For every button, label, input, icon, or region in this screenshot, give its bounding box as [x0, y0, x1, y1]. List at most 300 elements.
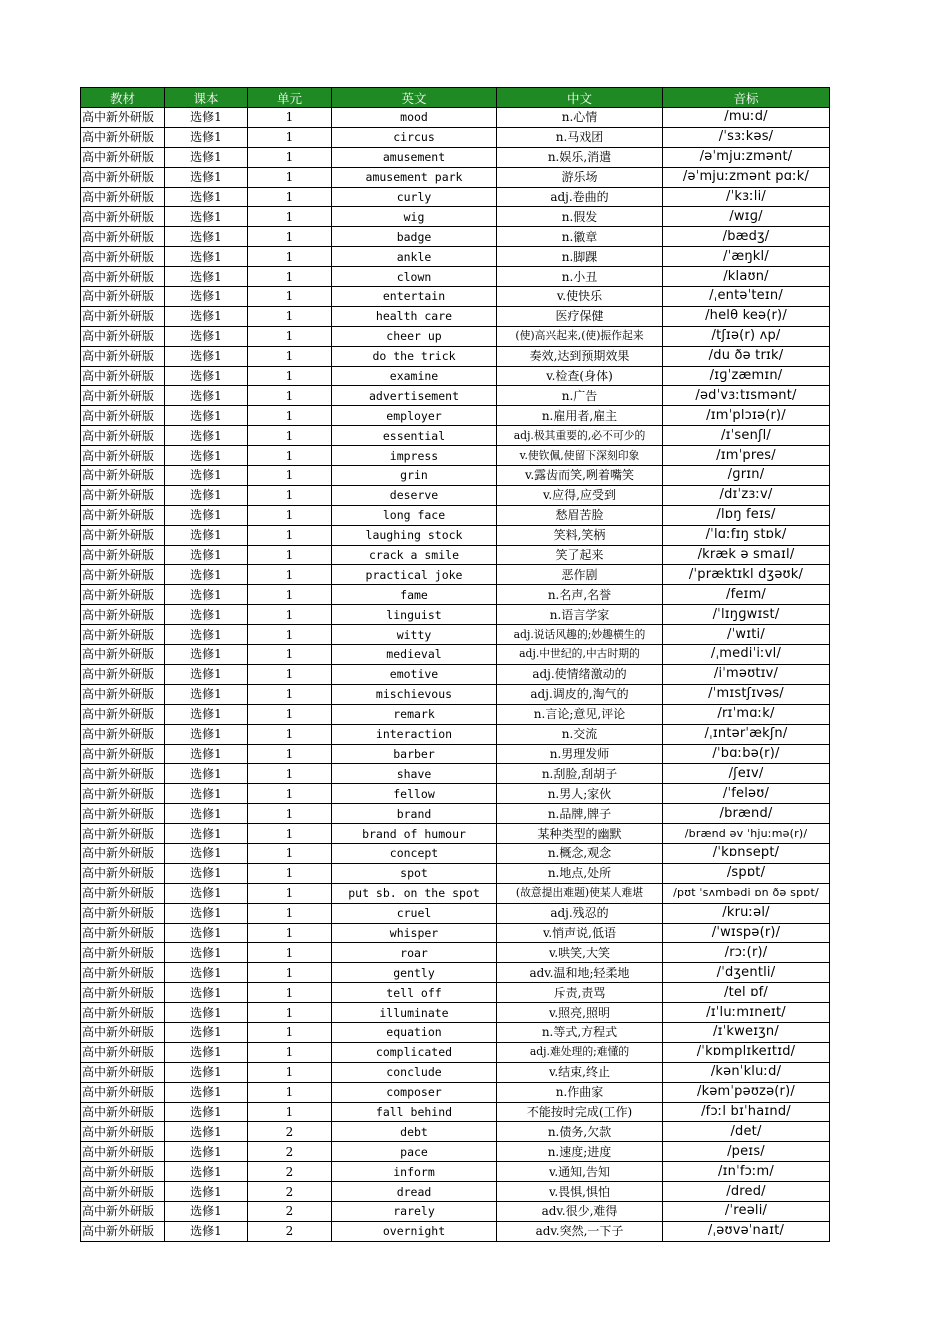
- cell-unit[interactable]: 2: [248, 1142, 332, 1162]
- cell-unit[interactable]: 1: [248, 664, 332, 684]
- cell-book[interactable]: 选修1: [165, 605, 248, 625]
- cell-phonetic[interactable]: /ˈlɪŋɡwɪst/: [663, 605, 830, 625]
- cell-book[interactable]: 选修1: [165, 446, 248, 466]
- cell-book[interactable]: 选修1: [165, 1022, 248, 1042]
- cell-english[interactable]: overnight: [332, 1221, 497, 1241]
- cell-book[interactable]: 选修1: [165, 485, 248, 505]
- cell-english[interactable]: complicated: [332, 1042, 497, 1062]
- cell-chinese[interactable]: n.雇用者,雇主: [497, 406, 663, 426]
- cell-unit[interactable]: 1: [248, 923, 332, 943]
- cell-book[interactable]: 选修1: [165, 1221, 248, 1241]
- cell-chinese[interactable]: adj.调皮的,淘气的: [497, 684, 663, 704]
- cell-phonetic[interactable]: /ədˈvɜːtɪsmənt/: [663, 386, 830, 406]
- cell-unit[interactable]: 1: [248, 843, 332, 863]
- cell-book[interactable]: 选修1: [165, 1201, 248, 1221]
- cell-english[interactable]: rarely: [332, 1201, 497, 1221]
- cell-book[interactable]: 选修1: [165, 843, 248, 863]
- cell-textbook[interactable]: 高中新外研版: [81, 1082, 165, 1102]
- cell-chinese[interactable]: 笑了起来: [497, 545, 663, 565]
- cell-english[interactable]: circus: [332, 127, 497, 147]
- cell-unit[interactable]: 1: [248, 326, 332, 346]
- cell-chinese[interactable]: 愁眉苦脸: [497, 505, 663, 525]
- cell-phonetic[interactable]: /ˈkɒnsept/: [663, 843, 830, 863]
- cell-phonetic[interactable]: /tʃɪə(r) ʌp/: [663, 326, 830, 346]
- cell-textbook[interactable]: 高中新外研版: [81, 545, 165, 565]
- cell-phonetic[interactable]: /bædʒ/: [663, 227, 830, 247]
- cell-unit[interactable]: 1: [248, 545, 332, 565]
- cell-unit[interactable]: 1: [248, 306, 332, 326]
- cell-phonetic[interactable]: /ˈkɒmplɪkeɪtɪd/: [663, 1042, 830, 1062]
- cell-chinese[interactable]: v.露齿而笑,咧着嘴笑: [497, 466, 663, 486]
- cell-unit[interactable]: 1: [248, 605, 332, 625]
- cell-chinese[interactable]: adj.使情绪激动的: [497, 664, 663, 684]
- cell-chinese[interactable]: 斥责,责骂: [497, 983, 663, 1003]
- cell-unit[interactable]: 1: [248, 724, 332, 744]
- cell-english[interactable]: debt: [332, 1122, 497, 1142]
- cell-english[interactable]: mood: [332, 108, 497, 128]
- cell-english[interactable]: conclude: [332, 1062, 497, 1082]
- cell-textbook[interactable]: 高中新外研版: [81, 1162, 165, 1182]
- cell-phonetic[interactable]: /kræk ə smaɪl/: [663, 545, 830, 565]
- cell-unit[interactable]: 1: [248, 1062, 332, 1082]
- cell-textbook[interactable]: 高中新外研版: [81, 1201, 165, 1221]
- cell-phonetic[interactable]: /spɒt/: [663, 863, 830, 883]
- cell-book[interactable]: 选修1: [165, 127, 248, 147]
- cell-chinese[interactable]: n.地点,处所: [497, 863, 663, 883]
- cell-unit[interactable]: 1: [248, 1003, 332, 1023]
- cell-chinese[interactable]: v.结束,终止: [497, 1062, 663, 1082]
- cell-unit[interactable]: 1: [248, 446, 332, 466]
- cell-book[interactable]: 选修1: [165, 943, 248, 963]
- cell-chinese[interactable]: 不能按时完成(工作): [497, 1102, 663, 1122]
- cell-english[interactable]: do the trick: [332, 346, 497, 366]
- cell-unit[interactable]: 1: [248, 187, 332, 207]
- cell-unit[interactable]: 1: [248, 784, 332, 804]
- cell-book[interactable]: 选修1: [165, 1042, 248, 1062]
- cell-chinese[interactable]: n.速度;进度: [497, 1142, 663, 1162]
- cell-phonetic[interactable]: /ɪmˈpres/: [663, 446, 830, 466]
- cell-unit[interactable]: 1: [248, 287, 332, 307]
- cell-textbook[interactable]: 高中新外研版: [81, 207, 165, 227]
- cell-english[interactable]: examine: [332, 366, 497, 386]
- cell-unit[interactable]: 1: [248, 525, 332, 545]
- cell-phonetic[interactable]: /əˈmjuːzmənt pɑːk/: [663, 167, 830, 187]
- cell-phonetic[interactable]: /ˌmediˈiːvl/: [663, 645, 830, 665]
- cell-textbook[interactable]: 高中新外研版: [81, 1122, 165, 1142]
- cell-unit[interactable]: 1: [248, 108, 332, 128]
- cell-book[interactable]: 选修1: [165, 505, 248, 525]
- header-phonetic[interactable]: 音标: [663, 88, 830, 108]
- cell-phonetic[interactable]: /kəmˈpəʊzə(r)/: [663, 1082, 830, 1102]
- cell-textbook[interactable]: 高中新外研版: [81, 326, 165, 346]
- cell-book[interactable]: 选修1: [165, 744, 248, 764]
- cell-unit[interactable]: 1: [248, 863, 332, 883]
- cell-book[interactable]: 选修1: [165, 326, 248, 346]
- cell-chinese[interactable]: adj.卷曲的: [497, 187, 663, 207]
- cell-phonetic[interactable]: /kənˈkluːd/: [663, 1062, 830, 1082]
- cell-textbook[interactable]: 高中新外研版: [81, 446, 165, 466]
- cell-book[interactable]: 选修1: [165, 366, 248, 386]
- cell-textbook[interactable]: 高中新外研版: [81, 605, 165, 625]
- cell-book[interactable]: 选修1: [165, 804, 248, 824]
- cell-unit[interactable]: 1: [248, 127, 332, 147]
- cell-phonetic[interactable]: /helθ keə(r)/: [663, 306, 830, 326]
- cell-english[interactable]: barber: [332, 744, 497, 764]
- cell-book[interactable]: 选修1: [165, 1182, 248, 1202]
- cell-phonetic[interactable]: /ɪˈkweɪʒn/: [663, 1022, 830, 1042]
- header-book[interactable]: 课本: [165, 88, 248, 108]
- cell-english[interactable]: long face: [332, 505, 497, 525]
- cell-chinese[interactable]: n.品牌,牌子: [497, 804, 663, 824]
- cell-english[interactable]: whisper: [332, 923, 497, 943]
- cell-unit[interactable]: 2: [248, 1162, 332, 1182]
- cell-chinese[interactable]: adv.温和地;轻柔地: [497, 963, 663, 983]
- cell-english[interactable]: entertain: [332, 287, 497, 307]
- header-textbook[interactable]: 教材: [81, 88, 165, 108]
- cell-book[interactable]: 选修1: [165, 1122, 248, 1142]
- cell-unit[interactable]: 1: [248, 684, 332, 704]
- cell-english[interactable]: amusement park: [332, 167, 497, 187]
- cell-book[interactable]: 选修1: [165, 784, 248, 804]
- cell-english[interactable]: inform: [332, 1162, 497, 1182]
- cell-phonetic[interactable]: /feɪm/: [663, 585, 830, 605]
- cell-chinese[interactable]: adj.极其重要的,必不可少的: [497, 426, 663, 446]
- cell-chinese[interactable]: v.悄声说,低语: [497, 923, 663, 943]
- cell-book[interactable]: 选修1: [165, 1142, 248, 1162]
- cell-book[interactable]: 选修1: [165, 903, 248, 923]
- cell-chinese[interactable]: n.小丑: [497, 267, 663, 287]
- cell-english[interactable]: grin: [332, 466, 497, 486]
- cell-english[interactable]: amusement: [332, 147, 497, 167]
- cell-phonetic[interactable]: /ˈwɪti/: [663, 625, 830, 645]
- cell-chinese[interactable]: n.交流: [497, 724, 663, 744]
- cell-unit[interactable]: 1: [248, 824, 332, 844]
- cell-book[interactable]: 选修1: [165, 1062, 248, 1082]
- cell-unit[interactable]: 1: [248, 346, 332, 366]
- cell-phonetic[interactable]: /ˈlɑːfɪŋ stɒk/: [663, 525, 830, 545]
- cell-book[interactable]: 选修1: [165, 466, 248, 486]
- cell-unit[interactable]: 1: [248, 505, 332, 525]
- cell-english[interactable]: advertisement: [332, 386, 497, 406]
- cell-textbook[interactable]: 高中新外研版: [81, 1221, 165, 1241]
- cell-english[interactable]: spot: [332, 863, 497, 883]
- cell-chinese[interactable]: n.心情: [497, 108, 663, 128]
- cell-english[interactable]: brand: [332, 804, 497, 824]
- cell-unit[interactable]: 1: [248, 1082, 332, 1102]
- cell-phonetic[interactable]: /ʃeɪv/: [663, 764, 830, 784]
- cell-textbook[interactable]: 高中新外研版: [81, 883, 165, 903]
- cell-english[interactable]: put sb. on the spot: [332, 883, 497, 903]
- cell-book[interactable]: 选修1: [165, 645, 248, 665]
- cell-english[interactable]: roar: [332, 943, 497, 963]
- cell-unit[interactable]: 1: [248, 943, 332, 963]
- cell-unit[interactable]: 1: [248, 1042, 332, 1062]
- cell-textbook[interactable]: 高中新外研版: [81, 426, 165, 446]
- cell-phonetic[interactable]: /du ðə trɪk/: [663, 346, 830, 366]
- cell-english[interactable]: curly: [332, 187, 497, 207]
- cell-chinese[interactable]: adj.说话风趣的;妙趣横生的: [497, 625, 663, 645]
- cell-unit[interactable]: 1: [248, 764, 332, 784]
- cell-phonetic[interactable]: /ˌəʊvəˈnaɪt/: [663, 1221, 830, 1241]
- cell-book[interactable]: 选修1: [165, 406, 248, 426]
- cell-english[interactable]: cheer up: [332, 326, 497, 346]
- cell-english[interactable]: laughing stock: [332, 525, 497, 545]
- cell-chinese[interactable]: n.等式,方程式: [497, 1022, 663, 1042]
- cell-book[interactable]: 选修1: [165, 585, 248, 605]
- cell-textbook[interactable]: 高中新外研版: [81, 983, 165, 1003]
- cell-english[interactable]: dread: [332, 1182, 497, 1202]
- cell-english[interactable]: essential: [332, 426, 497, 446]
- cell-chinese[interactable]: adj.中世纪的,中古时期的: [497, 645, 663, 665]
- cell-english[interactable]: gently: [332, 963, 497, 983]
- cell-phonetic[interactable]: /dɪˈzɜːv/: [663, 485, 830, 505]
- cell-textbook[interactable]: 高中新外研版: [81, 963, 165, 983]
- cell-unit[interactable]: 1: [248, 744, 332, 764]
- cell-textbook[interactable]: 高中新外研版: [81, 466, 165, 486]
- cell-phonetic[interactable]: /ɪnˈfɔːm/: [663, 1162, 830, 1182]
- cell-phonetic[interactable]: /pʊt ˈsʌmbədi ɒn ðə spɒt/: [663, 883, 830, 903]
- cell-english[interactable]: employer: [332, 406, 497, 426]
- cell-phonetic[interactable]: /lɒŋ feɪs/: [663, 505, 830, 525]
- cell-english[interactable]: equation: [332, 1022, 497, 1042]
- cell-english[interactable]: witty: [332, 625, 497, 645]
- cell-textbook[interactable]: 高中新外研版: [81, 764, 165, 784]
- cell-textbook[interactable]: 高中新外研版: [81, 784, 165, 804]
- cell-unit[interactable]: 1: [248, 903, 332, 923]
- cell-phonetic[interactable]: /rɪˈmɑːk/: [663, 704, 830, 724]
- cell-book[interactable]: 选修1: [165, 108, 248, 128]
- cell-english[interactable]: concept: [332, 843, 497, 863]
- cell-phonetic[interactable]: /ˈbɑːbə(r)/: [663, 744, 830, 764]
- cell-phonetic[interactable]: /ˈreəli/: [663, 1201, 830, 1221]
- cell-phonetic[interactable]: /peɪs/: [663, 1142, 830, 1162]
- cell-textbook[interactable]: 高中新外研版: [81, 1042, 165, 1062]
- cell-chinese[interactable]: adj.难处理的;难懂的: [497, 1042, 663, 1062]
- cell-chinese[interactable]: n.徽章: [497, 227, 663, 247]
- cell-phonetic[interactable]: /ˈsɜːkəs/: [663, 127, 830, 147]
- cell-book[interactable]: 选修1: [165, 247, 248, 267]
- cell-chinese[interactable]: n.男理发师: [497, 744, 663, 764]
- cell-english[interactable]: pace: [332, 1142, 497, 1162]
- cell-phonetic[interactable]: /rɔː(r)/: [663, 943, 830, 963]
- cell-textbook[interactable]: 高中新外研版: [81, 147, 165, 167]
- cell-textbook[interactable]: 高中新外研版: [81, 824, 165, 844]
- cell-phonetic[interactable]: /ɪmˈplɔɪə(r)/: [663, 406, 830, 426]
- cell-phonetic[interactable]: /iˈməʊtɪv/: [663, 664, 830, 684]
- cell-unit[interactable]: 1: [248, 247, 332, 267]
- cell-english[interactable]: wig: [332, 207, 497, 227]
- cell-phonetic[interactable]: /det/: [663, 1122, 830, 1142]
- cell-unit[interactable]: 1: [248, 585, 332, 605]
- cell-book[interactable]: 选修1: [165, 983, 248, 1003]
- cell-textbook[interactable]: 高中新外研版: [81, 744, 165, 764]
- cell-unit[interactable]: 1: [248, 983, 332, 1003]
- cell-phonetic[interactable]: /ˈdʒentli/: [663, 963, 830, 983]
- cell-book[interactable]: 选修1: [165, 883, 248, 903]
- cell-textbook[interactable]: 高中新外研版: [81, 127, 165, 147]
- cell-phonetic[interactable]: /wɪɡ/: [663, 207, 830, 227]
- cell-unit[interactable]: 2: [248, 1182, 332, 1202]
- cell-unit[interactable]: 1: [248, 1022, 332, 1042]
- cell-english[interactable]: linguist: [332, 605, 497, 625]
- cell-book[interactable]: 选修1: [165, 386, 248, 406]
- cell-chinese[interactable]: v.使快乐: [497, 287, 663, 307]
- cell-phonetic[interactable]: /ˌentəˈteɪn/: [663, 287, 830, 307]
- cell-book[interactable]: 选修1: [165, 147, 248, 167]
- cell-chinese[interactable]: v.哄笑,大笑: [497, 943, 663, 963]
- cell-book[interactable]: 选修1: [165, 1003, 248, 1023]
- cell-book[interactable]: 选修1: [165, 426, 248, 446]
- cell-textbook[interactable]: 高中新外研版: [81, 346, 165, 366]
- cell-textbook[interactable]: 高中新外研版: [81, 724, 165, 744]
- cell-textbook[interactable]: 高中新外研版: [81, 505, 165, 525]
- cell-english[interactable]: clown: [332, 267, 497, 287]
- cell-chinese[interactable]: 某种类型的幽默: [497, 824, 663, 844]
- cell-textbook[interactable]: 高中新外研版: [81, 406, 165, 426]
- cell-textbook[interactable]: 高中新外研版: [81, 843, 165, 863]
- cell-textbook[interactable]: 高中新外研版: [81, 704, 165, 724]
- cell-textbook[interactable]: 高中新外研版: [81, 306, 165, 326]
- cell-english[interactable]: emotive: [332, 664, 497, 684]
- cell-textbook[interactable]: 高中新外研版: [81, 267, 165, 287]
- cell-english[interactable]: fellow: [332, 784, 497, 804]
- cell-english[interactable]: composer: [332, 1082, 497, 1102]
- cell-english[interactable]: cruel: [332, 903, 497, 923]
- cell-chinese[interactable]: n.假发: [497, 207, 663, 227]
- cell-chinese[interactable]: 奏效,达到预期效果: [497, 346, 663, 366]
- cell-book[interactable]: 选修1: [165, 227, 248, 247]
- cell-chinese[interactable]: n.脚踝: [497, 247, 663, 267]
- cell-textbook[interactable]: 高中新外研版: [81, 863, 165, 883]
- cell-chinese[interactable]: adv.很少,难得: [497, 1201, 663, 1221]
- cell-unit[interactable]: 1: [248, 406, 332, 426]
- cell-chinese[interactable]: (使)高兴起来,(使)振作起来: [497, 326, 663, 346]
- cell-unit[interactable]: 1: [248, 386, 332, 406]
- cell-textbook[interactable]: 高中新外研版: [81, 187, 165, 207]
- cell-book[interactable]: 选修1: [165, 1102, 248, 1122]
- cell-chinese[interactable]: n.广告: [497, 386, 663, 406]
- cell-chinese[interactable]: n.刮脸,刮胡子: [497, 764, 663, 784]
- cell-textbook[interactable]: 高中新外研版: [81, 684, 165, 704]
- cell-chinese[interactable]: 笑料,笑柄: [497, 525, 663, 545]
- header-unit[interactable]: 单元: [248, 88, 332, 108]
- cell-phonetic[interactable]: /brænd əv ˈhjuːmə(r)/: [663, 824, 830, 844]
- cell-textbook[interactable]: 高中新外研版: [81, 247, 165, 267]
- cell-textbook[interactable]: 高中新外研版: [81, 485, 165, 505]
- cell-textbook[interactable]: 高中新外研版: [81, 1182, 165, 1202]
- cell-unit[interactable]: 2: [248, 1221, 332, 1241]
- cell-textbook[interactable]: 高中新外研版: [81, 108, 165, 128]
- cell-textbook[interactable]: 高中新外研版: [81, 227, 165, 247]
- cell-book[interactable]: 选修1: [165, 863, 248, 883]
- cell-english[interactable]: shave: [332, 764, 497, 784]
- cell-english[interactable]: badge: [332, 227, 497, 247]
- cell-phonetic[interactable]: /əˈmjuːzmənt/: [663, 147, 830, 167]
- cell-textbook[interactable]: 高中新外研版: [81, 1102, 165, 1122]
- cell-book[interactable]: 选修1: [165, 704, 248, 724]
- cell-book[interactable]: 选修1: [165, 824, 248, 844]
- cell-phonetic[interactable]: /ˈmɪstʃɪvəs/: [663, 684, 830, 704]
- cell-english[interactable]: illuminate: [332, 1003, 497, 1023]
- cell-book[interactable]: 选修1: [165, 207, 248, 227]
- cell-phonetic[interactable]: /ɪɡˈzæmɪn/: [663, 366, 830, 386]
- cell-phonetic[interactable]: /ˈkɜːli/: [663, 187, 830, 207]
- cell-book[interactable]: 选修1: [165, 167, 248, 187]
- cell-book[interactable]: 选修1: [165, 1082, 248, 1102]
- cell-unit[interactable]: 1: [248, 485, 332, 505]
- cell-english[interactable]: crack a smile: [332, 545, 497, 565]
- cell-unit[interactable]: 1: [248, 883, 332, 903]
- cell-book[interactable]: 选修1: [165, 664, 248, 684]
- cell-chinese[interactable]: v.畏惧,惧怕: [497, 1182, 663, 1202]
- cell-chinese[interactable]: n.马戏团: [497, 127, 663, 147]
- cell-phonetic[interactable]: /klaʊn/: [663, 267, 830, 287]
- cell-phonetic[interactable]: /fɔːl bɪˈhaɪnd/: [663, 1102, 830, 1122]
- cell-unit[interactable]: 2: [248, 1201, 332, 1221]
- cell-book[interactable]: 选修1: [165, 764, 248, 784]
- cell-book[interactable]: 选修1: [165, 525, 248, 545]
- cell-book[interactable]: 选修1: [165, 346, 248, 366]
- cell-unit[interactable]: 1: [248, 426, 332, 446]
- cell-textbook[interactable]: 高中新外研版: [81, 1062, 165, 1082]
- cell-chinese[interactable]: adv.突然,一下子: [497, 1221, 663, 1241]
- cell-unit[interactable]: 2: [248, 1122, 332, 1142]
- cell-textbook[interactable]: 高中新外研版: [81, 903, 165, 923]
- cell-chinese[interactable]: n.名声,名誉: [497, 585, 663, 605]
- cell-phonetic[interactable]: /brænd/: [663, 804, 830, 824]
- cell-book[interactable]: 选修1: [165, 287, 248, 307]
- cell-book[interactable]: 选修1: [165, 187, 248, 207]
- cell-chinese[interactable]: 恶作剧: [497, 565, 663, 585]
- cell-book[interactable]: 选修1: [165, 267, 248, 287]
- cell-unit[interactable]: 1: [248, 565, 332, 585]
- cell-unit[interactable]: 1: [248, 804, 332, 824]
- cell-unit[interactable]: 1: [248, 366, 332, 386]
- cell-english[interactable]: impress: [332, 446, 497, 466]
- cell-textbook[interactable]: 高中新外研版: [81, 645, 165, 665]
- cell-textbook[interactable]: 高中新外研版: [81, 585, 165, 605]
- cell-chinese[interactable]: v.应得,应受到: [497, 485, 663, 505]
- cell-chinese[interactable]: n.概念,观念: [497, 843, 663, 863]
- cell-unit[interactable]: 1: [248, 267, 332, 287]
- cell-english[interactable]: remark: [332, 704, 497, 724]
- cell-textbook[interactable]: 高中新外研版: [81, 923, 165, 943]
- cell-book[interactable]: 选修1: [165, 625, 248, 645]
- cell-chinese[interactable]: n.作曲家: [497, 1082, 663, 1102]
- cell-unit[interactable]: 1: [248, 963, 332, 983]
- cell-chinese[interactable]: n.债务,欠款: [497, 1122, 663, 1142]
- cell-phonetic[interactable]: /ɡrɪn/: [663, 466, 830, 486]
- cell-unit[interactable]: 1: [248, 1102, 332, 1122]
- cell-textbook[interactable]: 高中新外研版: [81, 943, 165, 963]
- cell-unit[interactable]: 1: [248, 147, 332, 167]
- cell-chinese[interactable]: n.言论;意见,评论: [497, 704, 663, 724]
- cell-phonetic[interactable]: /ˈæŋkl/: [663, 247, 830, 267]
- cell-book[interactable]: 选修1: [165, 923, 248, 943]
- cell-chinese[interactable]: n.男人;家伙: [497, 784, 663, 804]
- cell-phonetic[interactable]: /muːd/: [663, 108, 830, 128]
- cell-book[interactable]: 选修1: [165, 306, 248, 326]
- cell-textbook[interactable]: 高中新外研版: [81, 287, 165, 307]
- cell-english[interactable]: fame: [332, 585, 497, 605]
- cell-chinese[interactable]: n.语言学家: [497, 605, 663, 625]
- cell-textbook[interactable]: 高中新外研版: [81, 525, 165, 545]
- cell-chinese[interactable]: v.照亮,照明: [497, 1003, 663, 1023]
- cell-english[interactable]: mischievous: [332, 684, 497, 704]
- cell-phonetic[interactable]: /ˈpræktɪkl dʒəʊk/: [663, 565, 830, 585]
- cell-chinese[interactable]: v.使钦佩,使留下深刻印象: [497, 446, 663, 466]
- cell-phonetic[interactable]: /ˈfeləʊ/: [663, 784, 830, 804]
